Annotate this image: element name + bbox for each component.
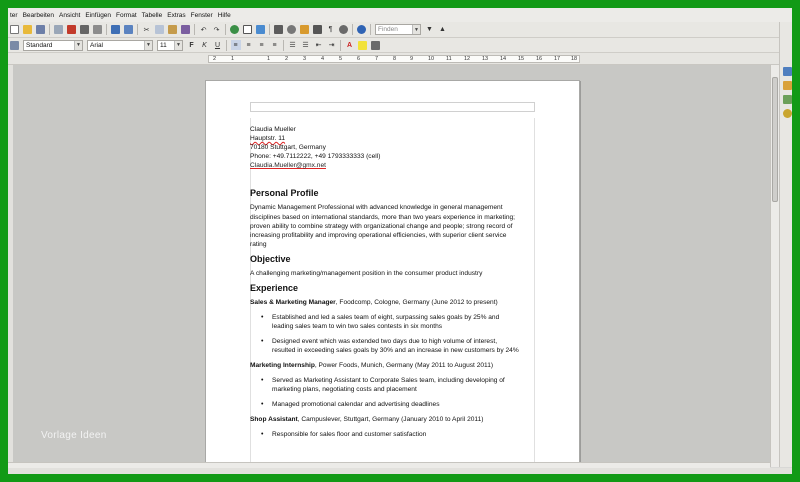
chevron-down-icon[interactable]: ▼	[74, 41, 82, 50]
job-entry	[250, 298, 536, 307]
separator	[283, 40, 284, 51]
align-right-icon[interactable]: ≡	[259, 41, 264, 49]
table-icon[interactable]	[243, 25, 253, 35]
align-center-icon[interactable]: ≡	[246, 41, 251, 49]
spellcheck-icon[interactable]	[111, 25, 121, 35]
bullets-icon[interactable]: ☰	[302, 42, 309, 49]
paragraph-style-select[interactable]: Standard ▼	[23, 40, 83, 51]
justify-icon[interactable]: ≡	[272, 41, 277, 49]
ruler-number: 1	[231, 56, 235, 62]
address-name: Claudia Mueller	[250, 126, 296, 133]
menu-format[interactable]: Format	[116, 11, 137, 19]
ruler-number: 5	[339, 56, 343, 62]
paste-icon[interactable]	[168, 25, 178, 35]
draw-functions-icon[interactable]	[256, 25, 266, 35]
find-replace-icon[interactable]	[274, 25, 284, 35]
list-item-line: • Served as Marketing Assistant to Corporate Sales team, including developing of	[272, 376, 505, 384]
cut-icon[interactable]: ✂	[143, 26, 150, 34]
job-title: Shop Assistant	[250, 415, 298, 423]
hyperlink-icon[interactable]	[230, 25, 240, 35]
save-icon[interactable]	[36, 25, 46, 35]
menu-datei[interactable]: ter	[10, 11, 18, 19]
font-name-select[interactable]: Arial ▼	[87, 40, 153, 51]
horizontal-ruler[interactable]	[8, 53, 792, 65]
ruler-number: 13	[482, 56, 489, 62]
writer-window	[8, 8, 792, 474]
job-entry	[250, 415, 536, 424]
vertical-scrollbar[interactable]	[770, 65, 779, 467]
separator	[194, 24, 195, 35]
list-item-line: resulted in exceeding sales goals by 30% and an increase in new customers by 24%	[272, 347, 519, 355]
undo-icon[interactable]: ↶	[200, 26, 207, 34]
profile-line: proven ability to combine strategy with organizational change and people; strong record of	[250, 222, 513, 230]
menu-tabelle[interactable]: Tabelle	[141, 11, 163, 19]
menu-extras[interactable]: Extras	[167, 11, 186, 19]
nonprinting-chars-icon[interactable]: ¶	[328, 26, 333, 33]
open-folder-icon[interactable]	[23, 25, 33, 35]
autocheck-icon[interactable]	[124, 25, 134, 35]
ruler-number: 16	[536, 56, 543, 62]
profile-line: rating	[250, 240, 267, 248]
menu-hilfe[interactable]: Hilfe	[217, 11, 231, 19]
navigator-icon[interactable]	[287, 25, 297, 35]
bold-icon[interactable]: F	[189, 41, 194, 49]
list-item-line: • Designed event which was extended two days due to high volume of interest,	[272, 338, 498, 346]
sidebar-panel	[779, 22, 792, 467]
list-item-line: leading sales team to win two sales contests in six months	[272, 323, 443, 331]
document-workspace[interactable]	[8, 65, 770, 467]
ruler-number: 6	[357, 56, 361, 62]
new-document-icon[interactable]	[10, 25, 20, 35]
list-item	[250, 337, 536, 355]
styles-panel-icon[interactable]	[783, 80, 793, 90]
find-next-icon[interactable]: ▼	[426, 26, 433, 33]
list-item-line: • Managed promotional calendar and advertising deadlines	[272, 400, 440, 408]
ruler-number: 2	[285, 56, 289, 62]
status-bar	[8, 468, 792, 474]
list-item-line: marketing plans, negotiating costs and placement	[272, 385, 417, 393]
profile-line: increasing profitability and improving operational efficiencies, with superior client service	[250, 231, 507, 239]
format-paintbrush-icon[interactable]	[181, 25, 191, 35]
profile-line: Dynamic Management Professional with advanced knowledge in general management	[250, 204, 503, 212]
separator	[340, 40, 341, 51]
job-title: Marketing Internship	[250, 361, 315, 369]
list-item	[250, 313, 536, 331]
underline-icon[interactable]: U	[214, 41, 221, 49]
find-previous-icon[interactable]: ▲	[439, 26, 446, 33]
menu-bearbeiten[interactable]: Bearbeiten	[22, 11, 55, 19]
chevron-down-icon[interactable]: ▼	[144, 41, 152, 50]
watermark-text: Vorlage Ideen	[41, 430, 107, 441]
profile-paragraph	[250, 203, 536, 248]
menu-bar	[8, 8, 792, 22]
objective-text: A challenging marketing/management position in the consumer product industry	[250, 269, 483, 277]
edit-file-icon[interactable]	[54, 25, 64, 35]
section-heading-profile: Personal Profile	[250, 188, 319, 199]
address-city: 70180 Stuttgart, Germany	[250, 144, 326, 152]
increase-indent-icon[interactable]: ⇥	[328, 42, 335, 49]
ruler-number: 2	[213, 56, 217, 62]
numbering-icon[interactable]: ☰	[289, 42, 296, 49]
list-item-line: • Responsible for sales floor and customer satisfaction	[272, 430, 427, 438]
navigator-panel-icon[interactable]	[783, 108, 793, 118]
menu-ansicht[interactable]: Ansicht	[59, 11, 81, 19]
list-item	[250, 376, 536, 394]
separator	[225, 24, 226, 35]
ruler-number: 12	[464, 56, 471, 62]
data-sources-icon[interactable]	[313, 25, 323, 35]
gallery-icon[interactable]	[300, 25, 310, 35]
profile-line: disciplines based on international standards, more than two years experience in marketing;	[250, 213, 515, 221]
list-item	[250, 400, 536, 409]
scrollbar-thumb[interactable]	[772, 77, 778, 202]
address-phone: Phone: +49.7112222, +49 1793333333 (cell)	[250, 153, 381, 161]
list-item-line: • Established and led a sales team of eight, surpassing sales goals by 25% and	[272, 314, 500, 322]
separator	[137, 24, 138, 35]
print-preview-icon[interactable]	[93, 25, 103, 35]
properties-icon[interactable]	[783, 66, 793, 76]
separator	[49, 24, 50, 35]
copy-icon[interactable]	[155, 25, 165, 35]
section-heading-objective: Objective	[250, 253, 291, 264]
job-entry	[250, 361, 536, 370]
background-color-icon[interactable]	[371, 40, 381, 50]
job-detail: , Power Foods, Munich, Germany (May 2011 to August 2011)	[314, 361, 494, 369]
separator	[370, 24, 371, 35]
font-color-icon[interactable]: A	[346, 41, 353, 49]
italic-icon[interactable]: K	[202, 41, 207, 49]
header-area[interactable]	[250, 102, 535, 112]
vertical-ruler	[8, 65, 13, 467]
menu-einfuegen[interactable]: Einfügen	[85, 11, 112, 19]
export-pdf-icon[interactable]	[67, 25, 77, 35]
address-street: Hauptstr. 11	[250, 135, 286, 143]
ruler-number: 3	[303, 56, 307, 62]
separator	[269, 24, 270, 35]
find-input[interactable]: Finden ▼	[375, 24, 421, 35]
job-detail: , Campuslever, Stuttgart, Germany (January 2010 to April 2011)	[297, 415, 484, 423]
ruler-number: 17	[554, 56, 561, 62]
zoom-icon[interactable]	[339, 25, 349, 35]
align-left-icon[interactable]: ≡	[231, 40, 241, 50]
formatting-toolbar	[8, 38, 792, 53]
list-item	[250, 430, 536, 439]
print-icon[interactable]	[80, 25, 90, 35]
font-size-select[interactable]: 11 ▼	[157, 40, 183, 51]
ruler-number: 4	[321, 56, 325, 62]
email-link[interactable]: Claudia.Mueller@gmx.net	[250, 162, 326, 170]
ruler-number: 8	[393, 56, 397, 62]
chevron-down-icon[interactable]: ▼	[412, 25, 420, 34]
ruler-number: 10	[428, 56, 435, 62]
menu-fenster[interactable]: Fenster	[190, 11, 213, 19]
redo-icon[interactable]: ↷	[213, 26, 220, 34]
gallery-panel-icon[interactable]	[783, 94, 793, 104]
ruler-number: 14	[500, 56, 507, 62]
separator	[352, 24, 353, 35]
section-heading-experience: Experience	[250, 283, 299, 294]
highlight-icon[interactable]	[358, 40, 368, 50]
ruler-track	[208, 55, 580, 63]
document-page[interactable]	[205, 80, 580, 467]
help-icon[interactable]	[357, 25, 367, 35]
job-title: Sales & Marketing Manager	[250, 299, 336, 307]
ruler-number: 1	[267, 56, 271, 62]
decrease-indent-icon[interactable]: ⇤	[315, 42, 322, 49]
separator	[226, 40, 227, 51]
job-detail: , Foodcomp, Cologne, Germany (June 2012 to present)	[335, 299, 498, 307]
styles-icon[interactable]	[10, 40, 20, 50]
chevron-down-icon[interactable]: ▼	[174, 41, 182, 50]
separator	[106, 24, 107, 35]
ruler-number: 15	[518, 56, 525, 62]
ruler-number: 11	[446, 56, 452, 62]
standard-toolbar	[8, 22, 792, 38]
document-text[interactable]	[250, 125, 536, 439]
ruler-number: 9	[410, 56, 414, 62]
ruler-number: 7	[375, 56, 379, 62]
ruler-number: 18	[571, 56, 578, 62]
